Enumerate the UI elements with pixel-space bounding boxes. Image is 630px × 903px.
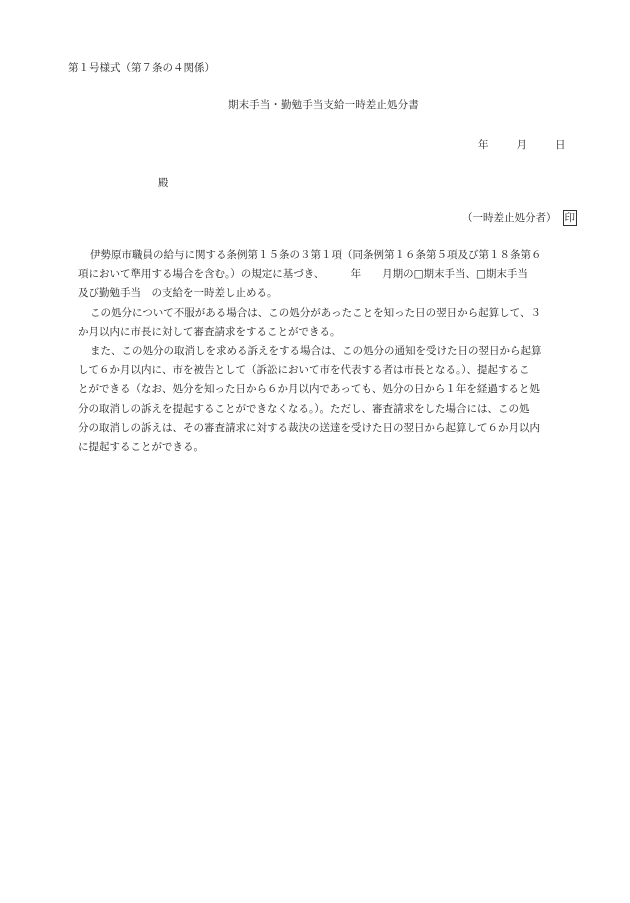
issuer-line xyxy=(462,210,577,226)
document-title: 期末手当・勤勉手当支給一時差止処分書 xyxy=(228,99,419,111)
paragraph-2-line-2: か月以内に市長に対して審査請求をすることができる。 xyxy=(78,325,341,338)
document-body xyxy=(68,246,588,457)
paragraph-1-line-3: 及び勤勉手当 の支給を一時差し止める。 xyxy=(78,287,278,300)
issuer-label: （一時差止処分者） xyxy=(462,212,557,224)
paragraph-1-line-1: 伊勢原市職員の給与に関する条例第１５条の３第１項（同条例第１６条第５項及び第１８条第６ xyxy=(90,249,542,261)
paragraph-3-line-2: して６か月以内に、市を被告として（訴訟において市を代表する者は市長となる。）、提起するこ xyxy=(78,364,530,377)
paragraph-3-line-6: に提起することができる。 xyxy=(78,441,204,454)
year-label: 年 xyxy=(478,139,489,151)
paragraph-2-line-1: この処分について不服がある場合は、この処分があったことを知った日の翌日から起算して、３ xyxy=(90,306,541,319)
date-line xyxy=(478,137,566,152)
paragraph-3-line-4: 分の取消しの訴えを提起することができなくなる。）。ただし、審査請求をした場合には、この処 xyxy=(78,402,530,415)
month-label: 月 xyxy=(516,139,527,151)
paragraph-1-line-2: 項において準用する場合を含む。）の規定に基づき、 年 月期の□期末手当、□期末手当 xyxy=(78,268,528,281)
day-label: 日 xyxy=(555,139,566,151)
seal-mark: 印 xyxy=(564,212,575,224)
paragraph-3-line-3: とができる（なお、処分を知った日から６か月以内であっても、処分の日から１年を経過すると処 xyxy=(78,383,540,396)
paragraph-3-line-1: また、この処分の取消しを求める訴えをする場合は、この処分の通知を受けた日の翌日から起算 xyxy=(90,345,542,358)
form-number: 第１号様式（第７条の４関係） xyxy=(68,62,215,74)
addressee-suffix: 殿 xyxy=(158,177,169,189)
paragraph-3-line-5: 分の取消しの訴えは、その審査請求に対する裁決の送達を受けた日の翌日から起算して６か月以内 xyxy=(78,421,540,434)
